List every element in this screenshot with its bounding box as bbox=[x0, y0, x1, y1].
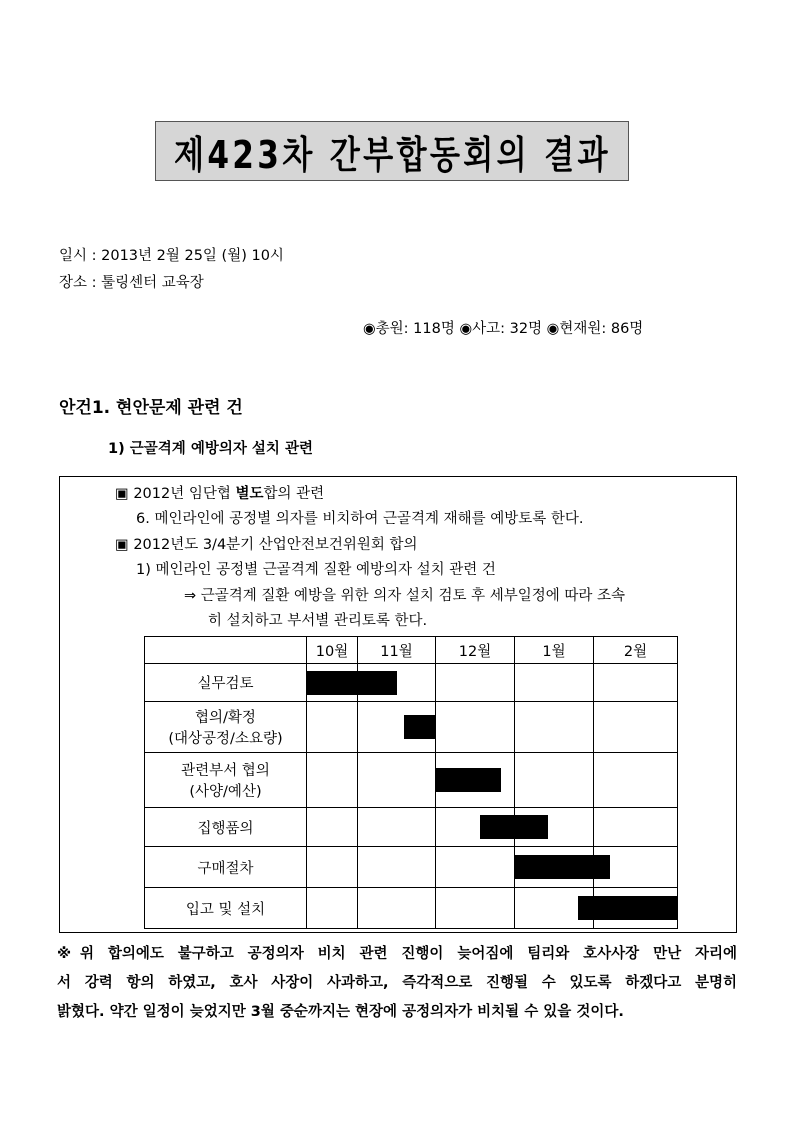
box-item-2: ▣ 2012년도 3/4분기 산업안전보건위원회 합의 bbox=[115, 537, 418, 553]
bullet-icon: ▣ bbox=[115, 486, 129, 502]
schedule-table bbox=[144, 636, 678, 929]
schedule-row bbox=[145, 702, 678, 753]
month-header: 1월 bbox=[515, 637, 594, 664]
agenda-heading: 안건1. 현안문제 관련 건 bbox=[59, 398, 243, 418]
task-label: 구매절차 bbox=[145, 847, 307, 888]
schedule-row bbox=[145, 808, 678, 847]
schedule-header-row bbox=[145, 637, 678, 664]
task-label: 관련부서 협의 (사양/예산) bbox=[145, 753, 307, 808]
title-box bbox=[155, 121, 629, 181]
task-label: 입고 및 설치 bbox=[145, 888, 307, 929]
box-item-2-action-line2: 히 설치하고 부서별 관리토록 한다. bbox=[208, 613, 428, 629]
task-label: 실무검토 bbox=[145, 664, 307, 702]
box-item-2-detail: 1) 메인라인 공정별 근골격계 질환 예방의자 설치 관련 건 bbox=[136, 562, 496, 578]
schedule-row bbox=[145, 847, 678, 888]
agenda-sub-heading: 1) 근골격계 예방의자 설치 관련 bbox=[108, 441, 313, 457]
schedule-row bbox=[145, 664, 678, 702]
month-header: 2월 bbox=[594, 637, 678, 664]
box-item-2-action-line1: ⇒ 근골격계 질환 예방을 위한 의자 설치 검토 후 세부일정에 따라 조속 bbox=[184, 588, 626, 604]
schedule-row bbox=[145, 753, 678, 808]
task-label: 협의/확정 (대상공정/소요량) bbox=[145, 702, 307, 753]
month-header: 11월 bbox=[358, 637, 436, 664]
month-header: 10월 bbox=[307, 637, 358, 664]
attendance-summary: ◉총원: 118명 ◉사고: 32명 ◉현재원: 86명 bbox=[363, 321, 644, 337]
schedule-row bbox=[145, 888, 678, 929]
bullet-icon: ▣ bbox=[115, 537, 129, 553]
month-header: 12월 bbox=[436, 637, 515, 664]
task-label: 집행품의 bbox=[145, 808, 307, 847]
box-item-1-detail: 6. 메인라인에 공정별 의자를 비치하여 근골격계 재해를 예방토록 한다. bbox=[136, 511, 584, 527]
box-item-1: ▣ 2012년 임단협 별도합의 관련 bbox=[115, 486, 325, 502]
document-title: 제423차 간부합동회의 결과 bbox=[173, 132, 611, 177]
meeting-date: 일시 : 2013년 2월 25일 (월) 10시 bbox=[59, 248, 284, 264]
closing-note: ※위 합의에도 불구하고 공정의자 비치 관련 진행이 늦어짐에 팀리와 호사사장 만난 자리에 서 강력 항의 하였고, 호사 사장이 사과하고, 즉각적으로 진행될 수 있도록 하겠다고 분명히 밝혔다. 약간 일정이 늦었지만 3월 중순까지는 현장에 공정의자가 비치될 수 있을 것이다. bbox=[57, 946, 737, 1020]
meeting-place: 장소 : 툴링센터 교육장 bbox=[59, 275, 204, 291]
schedule-corner-cell bbox=[145, 637, 307, 664]
